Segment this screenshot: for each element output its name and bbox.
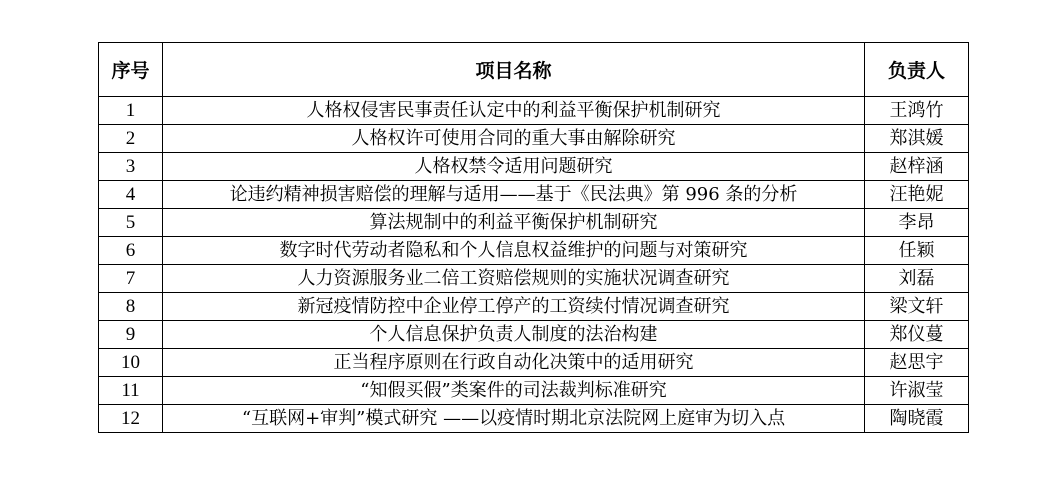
row-index: 12 (99, 405, 163, 433)
row-project-name: 人格权侵害民事责任认定中的利益平衡保护机制研究 (163, 97, 865, 125)
row-lead: 许淑莹 (865, 377, 969, 405)
row-project-name: 数字时代劳动者隐私和个人信息权益维护的问题与对策研究 (163, 237, 865, 265)
row-lead: 汪艳妮 (865, 181, 969, 209)
table-row (99, 209, 969, 237)
row-index: 5 (99, 209, 163, 237)
header-project-name: 项目名称 (163, 43, 865, 97)
table-row (99, 125, 969, 153)
row-project-name: “知假买假”类案件的司法裁判标准研究 (163, 377, 865, 405)
row-lead: 任颖 (865, 237, 969, 265)
row-index: 8 (99, 293, 163, 321)
table-row (99, 153, 969, 181)
header-lead: 负责人 (865, 43, 969, 97)
row-index: 6 (99, 237, 163, 265)
row-index: 11 (99, 377, 163, 405)
row-index: 2 (99, 125, 163, 153)
row-project-name: 个人信息保护负责人制度的法治构建 (163, 321, 865, 349)
row-index: 3 (99, 153, 163, 181)
header-index: 序号 (99, 43, 163, 97)
row-lead: 李昂 (865, 209, 969, 237)
row-project-name: 人力资源服务业二倍工资赔偿规则的实施状况调查研究 (163, 265, 865, 293)
project-table (98, 42, 969, 433)
project-table-container (98, 42, 969, 433)
row-project-name: 论违约精神损害赔偿的理解与适用——基于《民法典》第 996 条的分析 (163, 181, 865, 209)
table-row (99, 265, 969, 293)
row-lead: 梁文轩 (865, 293, 969, 321)
table-row (99, 97, 969, 125)
row-lead: 王鸿竹 (865, 97, 969, 125)
row-lead: 郑仪蔓 (865, 321, 969, 349)
row-project-name: 正当程序原则在行政自动化决策中的适用研究 (163, 349, 865, 377)
row-lead: 郑淇媛 (865, 125, 969, 153)
row-index: 1 (99, 97, 163, 125)
row-project-name: “互联网+审判”模式研究 ——以疫情时期北京法院网上庭审为切入点 (163, 405, 865, 433)
table-row (99, 321, 969, 349)
row-index: 9 (99, 321, 163, 349)
row-project-name: 人格权禁令适用问题研究 (163, 153, 865, 181)
row-lead: 赵思宇 (865, 349, 969, 377)
row-index: 7 (99, 265, 163, 293)
table-row (99, 377, 969, 405)
table-row (99, 237, 969, 265)
row-project-name: 算法规制中的利益平衡保护机制研究 (163, 209, 865, 237)
row-project-name: 人格权许可使用合同的重大事由解除研究 (163, 125, 865, 153)
table-row (99, 181, 969, 209)
row-lead: 陶晓霞 (865, 405, 969, 433)
table-row (99, 349, 969, 377)
table-row (99, 293, 969, 321)
row-lead: 刘磊 (865, 265, 969, 293)
row-project-name: 新冠疫情防控中企业停工停产的工资续付情况调查研究 (163, 293, 865, 321)
row-index: 4 (99, 181, 163, 209)
row-index: 10 (99, 349, 163, 377)
table-row (99, 405, 969, 433)
table-header-row (99, 43, 969, 97)
row-lead: 赵梓涵 (865, 153, 969, 181)
